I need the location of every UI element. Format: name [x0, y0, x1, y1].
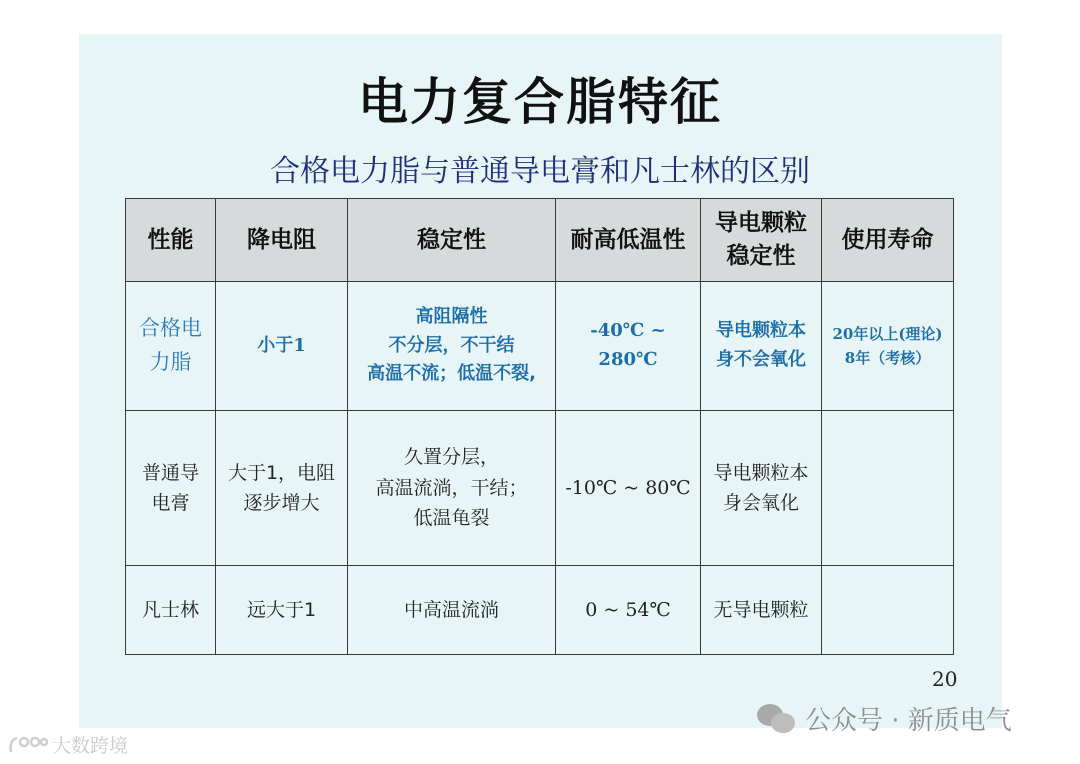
temperature-cell: 0 ~ 54℃	[556, 566, 701, 655]
watermark-right	[757, 700, 1012, 737]
resistance-cell: 小于1	[216, 282, 348, 411]
life-cell	[822, 566, 954, 655]
resistance-cell: 远大于1	[216, 566, 348, 655]
particle-cell: 导电颗粒本 身会氧化	[701, 411, 822, 566]
table-header-row	[126, 199, 954, 282]
row-name-cell: 凡士林	[126, 566, 216, 655]
temperature-cell: -40℃ ~ 280℃	[556, 282, 701, 411]
page-number: 20	[932, 667, 958, 691]
row-name-cell: 普通导 电膏	[126, 411, 216, 566]
header-cell: 耐高低温性	[556, 199, 701, 282]
brand-logo-icon	[8, 734, 48, 756]
stability-cell: 高阻隔性 不分层，不干结 高温不流；低温不裂,	[348, 282, 556, 411]
life-cell	[822, 411, 954, 566]
header-cell: 使用寿命	[822, 199, 954, 282]
stability-cell: 中高温流淌	[348, 566, 556, 655]
header-cell: 降电阻	[216, 199, 348, 282]
header-cell: 导电颗粒 稳定性	[701, 199, 822, 282]
table-row	[126, 566, 954, 655]
watermark-left-text: 大数跨境	[52, 735, 129, 757]
header-cell: 性能	[126, 199, 216, 282]
comparison-table	[125, 198, 954, 655]
table-row	[126, 282, 954, 411]
watermark-left	[8, 731, 128, 758]
table-row	[126, 411, 954, 566]
particle-cell: 无导电颗粒	[701, 566, 822, 655]
life-cell: 20年以上(理论) 8年（考核）	[822, 282, 954, 411]
header-cell: 稳定性	[348, 199, 556, 282]
slide-title: 电力复合脂特征	[358, 73, 722, 131]
temperature-cell: -10℃ ~ 80℃	[556, 411, 701, 566]
row-name-cell: 合格电 力脂	[126, 282, 216, 411]
watermark-right-text: 公众号 · 新质电气	[805, 706, 1012, 736]
resistance-cell: 大于1，电阻 逐步增大	[216, 411, 348, 566]
wechat-icon	[757, 704, 797, 734]
stability-cell: 久置分层， 高温流淌，干结； 低温龟裂	[348, 411, 556, 566]
particle-cell: 导电颗粒本 身不会氧化	[701, 282, 822, 411]
slide-subtitle: 合格电力脂与普通导电膏和凡士林的区别	[270, 154, 810, 189]
